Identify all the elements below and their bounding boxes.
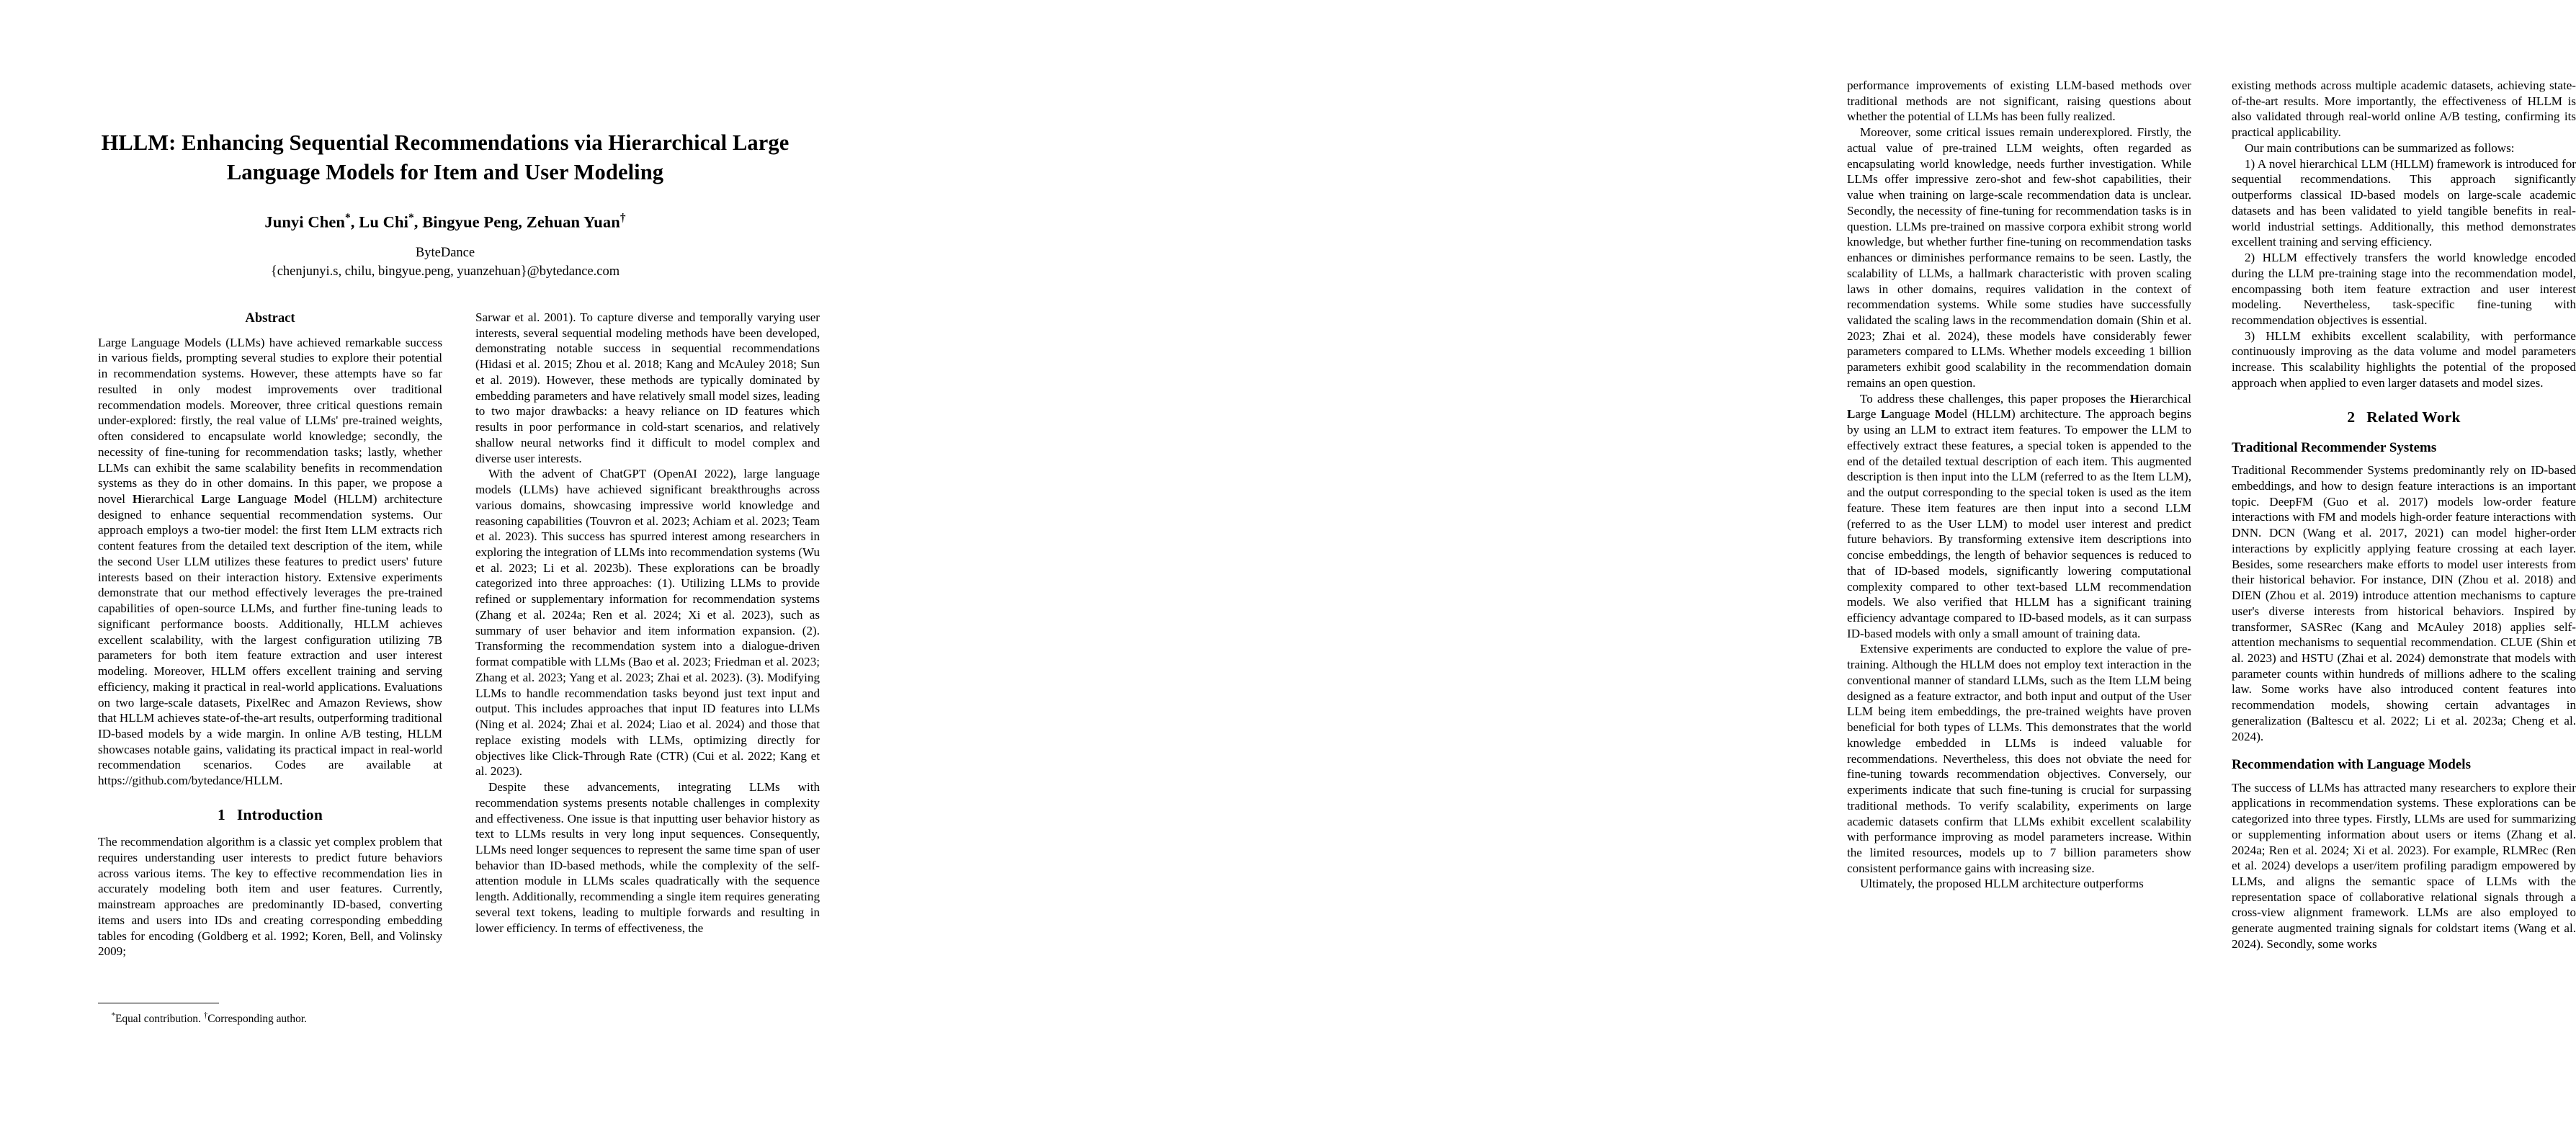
intro-paragraph-1a: The recommendation algorithm is a classic yet complex problem that requires understanding user interests to predict future behaviors across various items. The key to effective recommendation lies in accurately modeling both item and user features. Currently, mainstream approaches are predominantly ID-based, converting items and users into IDs and creating corresponding embedding tables for encoding (Goldberg et al. 1992; Koren, Bell, and Volinsky 2009;	[98, 835, 442, 959]
section-title-introduction: Introduction	[236, 805, 323, 823]
title-block	[92, 128, 798, 282]
abstract-heading: Abstract	[245, 310, 295, 326]
intro-paragraph-6: Extensive experiments are conducted to explore the value of pre-training. Although the HLLM does not employ text interaction in the conventional manner of standard LLMs, such as the Item LLM being designed as a feature extractor, and both input and output of the User LLM being item embeddings, the pre-trained weights have proven beneficial for both types of LLMs. This demonstrates that the world knowledge embedded in LLMs is indeed valuable for recommendations. Nevertheless, this does not obviate the need for fine-tuning towards recommendation objectives. Conversely, our experiments indicate that such fine-tuning is crucial for surpassing traditional methods. To verify scalability, experiments on large academic datasets confirm that LLMs exhibit excellent scalability with performance improving as model parameters increase. Within the limited resources, models up to 7 billion parameters show consistent performance gains with increasing size.	[1847, 642, 2191, 875]
intro-paragraph-7a: Ultimately, the proposed HLLM architecture outperforms	[1859, 877, 2144, 891]
intro-paragraph-7b: existing methods across multiple academic datasets, achieving state-of-the-art results. More importantly, the effectiveness of HLLM is also validated through real-world online A/B testing, confirming its practical applicability.	[2232, 79, 2576, 140]
page-title: HLLM: Enhancing Sequential Recommendations via Hierarchical Large Language Models for Item and User Modeling	[101, 130, 790, 184]
footnote-text: *Equal contribution. †Corresponding author.	[111, 1011, 307, 1026]
abstract-paragraph: Large Language Models (LLMs) have achieved remarkable success in various fields, prompting several studies to explore their potential in recommendation systems. However, these attempts have so far resulted in only modest improvements over traditional recommendation models. Moreover, three critical questions remain under-explored: firstly, the real value of LLMs' pre-trained weights, often considered to encapsulate world knowledge; secondly, the necessity of fine-tuning for recommendation tasks; lastly, whether LLMs can exhibit the same scalability benefits in recommendation systems as they do in other domains. In this paper, we propose a novel Hierarchical Large Language Model (HLLM) architecture designed to enhance sequential recommendation systems. Our approach employs a two-tier model: the first Item LLM extracts rich content features from the detailed text description of the item, while the second User LLM utilizes these features to predict users' future interests based on their interaction history. Extensive experiments demonstrate that our method effectively leverages the pre-trained capabilities of open-source LLMs, and further fine-tuning leads to significant performance boosts. Additionally, HLLM achieves excellent scalability, with the largest configuration utilizing 7B parameters for both item feature extraction and user interest modeling. Moreover, HLLM offers excellent training and serving efficiency, making it practical in real-world applications. Evaluations on two large-scale datasets, PixelRec and Amazon Reviews, show that HLLM achieves state-of-the-art results, outperforming traditional ID-based models by a wide margin. In online A/B testing, HLLM showcases notable gains, validating its practical impact in real-world recommendation scenarios. Codes are available at https://github.com/bytedance/HLLM.	[98, 335, 442, 788]
contribution-item-1: 1) A novel hierarchical LLM (HLLM) framework is introduced for sequential recommendations. This approach significantly outperforms classical ID-based models on large-scale academic datasets and has been validated to yield tangible benefits in real-world industrial settings. Additionally, this method demonstrates excellent training and serving efficiency.	[2232, 156, 2576, 249]
section-title-related-work: Related Work	[2366, 408, 2461, 426]
page-one-column-one	[98, 310, 442, 1052]
contribution-item-2: 2) HLLM effectively transfers the world knowledge encoded during the LLM pre-training stage into the recommendation model, encompassing both item feature extraction and user interest modeling. Nevertheless, task-specific fine-tuning with recommendation objectives is essential.	[2232, 251, 2576, 328]
equal-contribution-marker: *	[408, 211, 414, 224]
section-heading-introduction	[98, 805, 442, 825]
page-one	[0, 0, 882, 1141]
intro-paragraph-1b: Sarwar et al. 2001). To capture diverse and temporally varying user interests, several sequential modeling methods have been developed, demonstrating notable success in sequential recommendations (Hidasi et al. 2015; Zhou et al. 2018; Kang and McAuley 2018; Sun et al. 2019). However, these methods are typically dominated by embedding parameters and have relatively small model sizes, leading to two major drawbacks: a heavy reliance on ID features which results in poor performance in cold-start scenarios, and relatively shallow neural networks find it difficult to model complex and diverse user interests.	[475, 310, 820, 465]
affiliation: ByteDance	[415, 246, 475, 261]
rec-with-lm-paragraph: The success of LLMs has attracted many researchers to explore their applications in recommendation systems. These explorations can be categorized into three types. Firstly, LLMs are used for summarizing or supplementing information about users or items (Zhang et al. 2024a; Ren et al. 2024; Xi et al. 2023). For example, RLMRec (Ren et al. 2024) develops a user/item profiling paradigm empowered by LLMs, and aligns the semantic space of LLMs with the representation space of collaborative relational signals through a cross-view alignment framework. LLMs are also employed to generate augmented training signals for coldstart items (Wang et al. 2024). Secondly, some works	[2232, 780, 2576, 951]
intro-paragraph-3b: performance improvements of existing LLM-based methods over traditional methods are not significant, raising questions about whether the potential of LLMs has been fully realized.	[1847, 79, 2191, 124]
page-two	[882, 0, 2576, 1141]
intro-paragraph-2: With the advent of ChatGPT (OpenAI 2022), large language models (LLMs) have achieved significant breakthroughs across various domains, showcasing impressive world knowledge and reasoning capabilities (Touvron et al. 2023; Achiam et al. 2023; Team et al. 2023). This success has spurred interest among researchers in exploring the integration of LLMs into recommendation systems (Wu et al. 2023; Li et al. 2023b). These explorations can be broadly categorized into three approaches: (1). Utilizing LLMs to provide refined or supplementary information for recommendation systems (Zhang et al. 2024a; Ren et al. 2024; Xi et al. 2023), such as summary of user behavior and item information expansion. (2). Transforming the recommendation system into a dialogue-driven format compatible with LLMs (Bao et al. 2023; Friedman et al. 2023; Zhang et al. 2023; Yang et al. 2023; Zhai et al. 2023). (3). Modifying LLMs to handle recommendation tasks beyond just text input and output. This includes approaches that input ID features into LLMs (Ning et al. 2024; Zhai et al. 2024; Liao et al. 2024) and those that replace existing models with LLMs, optimizing directly for objectives like Click-Through Rate (CTR) (Cui et al. 2022; Kang et al. 2023).	[475, 467, 820, 779]
page-one-column-two	[475, 310, 820, 1052]
subsection-heading-rec-with-lm: Recommendation with Language Models	[2232, 757, 2471, 773]
author-list: Junyi Chen*, Lu Chi*, Bingyue Peng, Zehuan Yuan†	[264, 211, 626, 231]
intro-paragraph-4: Moreover, some critical issues remain underexplored. Firstly, the actual value of pre-trained LLM weights, often regarded as encapsulating world knowledge, needs further investigation. While LLMs offer impressive zero-shot and few-shot capabilities, their value when training on large-scale recommendation data is unclear. Secondly, the necessity of fine-tuning for recommendation tasks is in question. LLMs pre-trained on massive corpora exhibit strong world knowledge, but whether further fine-tuning on recommendation tasks enhances or diminishes performance remains to be seen. Lastly, the scalability of LLMs, a hallmark characteristic with proven scaling laws in other domains, requires validation in the context of recommendation systems. While some studies have successfully validated the scaling laws in the recommendation domain (Shin et al. 2023; Zhai et al. 2024), these models have considerably fewer parameters compared to LLMs. Whether models exceeding 1 billion parameters exhibit good scalability in the recommendation domain remains an open question.	[1847, 125, 2191, 390]
equal-contribution-marker-footnote: *	[111, 1011, 116, 1020]
footnote-block	[98, 1003, 442, 1026]
traditional-rec-paragraph: Traditional Recommender Systems predominantly rely on ID-based embeddings, and how to design feature interactions is an important topic. DeepFM (Guo et al. 2017) models low-order feature interactions with FM and models high-order feature interactions with DNN. DCN (Wang et al. 2017, 2021) can model higher-order interactions by explicitly applying feature crossing at each layer. Besides, some researchers make efforts to model user interests from their historical behavior. For instance, DIN (Zhou et al. 2018) and DIEN (Zhou et al. 2019) introduce attention mechanisms to capture user's diverse interests from historical behaviors. Inspired by transformer, SASRec (Kang and McAuley 2018) applies self-attention mechanisms to sequential recommendation. CLUE (Shin et al. 2023) and HSTU (Zhai et al. 2024) demonstrate that models with parameter counts within hundreds of millions adhere to the scaling law. Some works have also introduced content features into recommendation models, showing certain advantages in generalization (Baltescu et al. 2022; Li et al. 2023a; Cheng et al. 2024).	[2232, 463, 2576, 743]
section-number-introduction: 1	[217, 805, 225, 823]
section-number-related-work: 2	[2347, 408, 2356, 426]
corresponding-author-marker: †	[620, 211, 626, 224]
corresponding-author-marker-footnote: †	[203, 1011, 208, 1020]
contribution-item-3: 3) HLLM exhibits excellent scalability, with performance continuously improving as the data volume and model parameters increase. This scalability highlights the potential of the proposed approach when applied to even larger datasets and model sizes.	[2232, 328, 2576, 390]
contact-email: {chenjunyi.s, chilu, bingyue.peng, yuanzehuan}@bytedance.com	[270, 264, 620, 279]
equal-contribution-marker: *	[345, 211, 351, 224]
page-two-column-two	[2232, 78, 2576, 1052]
subsection-heading-traditional-rec: Traditional Recommender Systems	[2232, 440, 2437, 456]
contributions-intro: Our main contributions can be summarized as follows:	[2244, 140, 2515, 155]
section-heading-related-work	[2232, 408, 2576, 427]
intro-paragraph-3a: Despite these advancements, integrating LLMs with recommendation systems presents notable challenges in complexity and effectiveness. One issue is that inputting user behavior history as text to LLMs results in very long input sequences. Consequently, LLMs need longer sequences to represent the same time span of user behavior than ID-based methods, while the complexity of the self-attention module in LLMs scales quadratically with the sequence length. Additionally, recommending a single item requires generating several text tokens, leading to multiple forwards and resulting in lower efficiency. In terms of effectiveness, the	[475, 780, 820, 935]
page-two-column-one	[1847, 78, 2191, 1052]
intro-paragraph-5: To address these challenges, this paper proposes the Hierarchical Large Language Model (HLLM) architecture. The approach begins by using an LLM to extract item features. To empower the LLM to effectively extract these features, a special token is appended to the end of the detailed textual description of each item. This augmented description is then input into the LLM (referred to as the Item LLM), and the output corresponding to the special token is used as the item feature. These item features are then input into a second LLM (referred to as the User LLM) to model user interest and predict future behaviors. By transforming extensive item descriptions into concise embeddings, the length of behavior sequences is reduced to that of ID-based models, significantly lowering computational complexity compared to other text-based LLM recommendation models. We also verified that HLLM has a significant training efficiency advantage compared to ID-based models, as it can surpass ID-based models with only a small amount of training data.	[1847, 391, 2191, 640]
